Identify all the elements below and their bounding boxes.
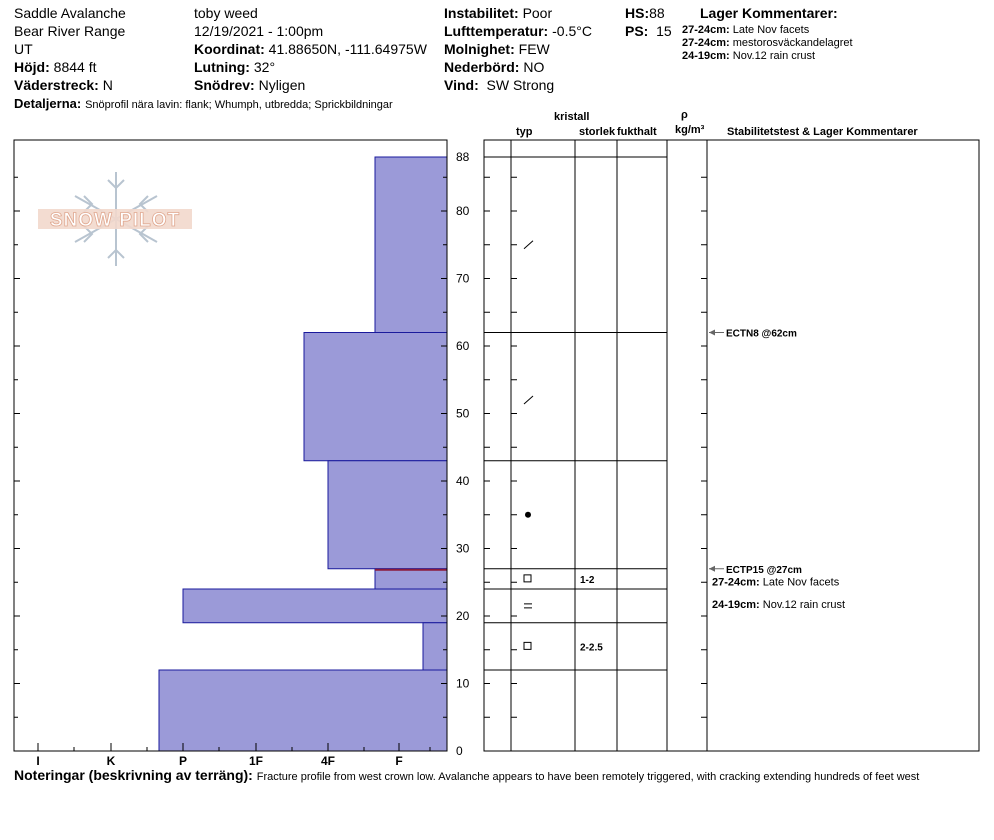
hardness-bar-7 <box>159 670 447 751</box>
y-tick-label: 20 <box>456 609 470 623</box>
slope-value: 32° <box>253 59 276 75</box>
stability-comment <box>712 577 840 589</box>
aspect-value: N <box>102 77 113 93</box>
layer-comments-title: Lager Kommentarer: <box>700 5 838 21</box>
precip-value: NO <box>523 59 545 75</box>
grain-symbol <box>525 512 531 518</box>
hs-value: 88 <box>649 5 665 21</box>
y-tick-label: 50 <box>456 406 470 421</box>
layer-comment-2-text: mestorosväckandelagret <box>732 37 853 49</box>
terrain-notes <box>14 767 919 784</box>
observer-name: toby weed <box>194 5 258 21</box>
sky-value: FEW <box>518 41 550 57</box>
grain-symbol <box>524 241 533 249</box>
hardness-bar-4 <box>375 569 447 589</box>
y-tick-label: 88 <box>456 150 470 164</box>
layer-comment-3-range: 24-19cm: <box>682 50 730 62</box>
crystal-group-header: kristall <box>554 111 590 123</box>
wind-loading-value: Nyligen <box>258 77 306 93</box>
density-symbol: ρ <box>681 109 688 121</box>
stability-comment <box>712 599 845 611</box>
grain-size-label: 2-2.5 <box>580 642 603 654</box>
grain-symbol <box>524 642 531 649</box>
location-name: Saddle Avalanche <box>14 5 126 21</box>
moisture-column-header: fukthalt <box>617 126 657 138</box>
precip-label: Nederbörd: <box>444 59 520 75</box>
stability-label: Instabilitet: <box>444 5 519 21</box>
y-tick-label: 80 <box>456 204 470 218</box>
type-column-header: typ <box>516 126 533 138</box>
notes-label: Noteringar (beskrivning av terräng): <box>14 767 253 783</box>
wind-label: Vind: <box>444 77 479 93</box>
hardness-bar-5 <box>183 589 447 623</box>
coordinates-label: Koordinat: <box>194 41 265 57</box>
coordinates-value: 41.88650N, -111.64975W <box>268 41 427 57</box>
details-label: Detaljerna: <box>14 96 82 111</box>
layer-comment-2-range: 27-24cm: <box>682 37 730 49</box>
x-tick-label: 4F <box>320 754 336 768</box>
sky-label: Molnighet: <box>444 41 515 57</box>
elevation-label: Höjd: <box>14 59 50 75</box>
stability-value: Poor <box>522 5 553 21</box>
slope-label: Lutning: <box>194 59 250 75</box>
stability-comment-text: Late Nov facets <box>762 576 840 589</box>
y-tick-label: 70 <box>456 271 470 286</box>
x-tick-label: K <box>106 754 116 768</box>
hardness-bar-1 <box>375 157 447 333</box>
ps-label: PS: <box>625 23 649 39</box>
range-name: Bear River Range <box>14 23 126 39</box>
snowpilot-logo <box>38 172 192 266</box>
notes-text: Fracture profile from west crown low. Avalanche appears to have been remotely triggered, with cracking extending hundreds of feet west <box>256 771 920 783</box>
hardness-bar-2 <box>304 333 447 461</box>
stability-column-header: Stabilitetstest & Lager Kommentarer <box>727 126 918 138</box>
observation-datetime: 12/19/2021 - 1:00pm <box>194 23 324 39</box>
stability-comment-text: Nov.12 rain crust <box>762 598 846 611</box>
profile-table-frame <box>484 140 979 751</box>
air-temp-value: -0.5°C <box>552 23 592 39</box>
logo-text: SNOW PILOT <box>49 210 181 231</box>
grain-size-label: 1-2 <box>580 574 595 586</box>
wind-loading-label: Snödrev: <box>194 77 255 93</box>
y-tick-label: 40 <box>456 474 470 488</box>
layer-comment-3-text: Nov.12 rain crust <box>732 50 816 62</box>
stability-arrow-head <box>709 566 715 572</box>
grain-symbol <box>524 396 533 404</box>
ps-value: 15 <box>656 23 672 39</box>
y-tick-label: 0 <box>456 744 463 758</box>
x-tick-label: 1F <box>248 754 264 768</box>
stability-comment-range: 27-24cm: <box>712 576 763 589</box>
state-name: UT <box>14 41 33 57</box>
hardness-bar-6 <box>423 623 447 670</box>
hs-label: HS: <box>625 5 650 21</box>
layer-comment-1-text: Late Nov facets <box>732 24 810 36</box>
size-column-header: storlek <box>579 126 616 138</box>
hardness-bar-3 <box>328 461 447 569</box>
y-tick-label: 10 <box>456 676 470 691</box>
stability-comment-range: 24-19cm: <box>712 598 763 611</box>
stability-arrow-head <box>709 330 715 336</box>
grain-symbol <box>524 575 531 582</box>
air-temp-label: Lufttemperatur: <box>444 23 549 39</box>
layer-comment-1-range: 27-24cm: <box>682 24 730 36</box>
density-unit: kg/m³ <box>675 124 705 136</box>
stability-test-label: ECTN8 @62cm <box>726 328 797 340</box>
elevation-value: 8844 ft <box>53 59 97 75</box>
y-tick-label: 30 <box>456 541 470 556</box>
details-value: Snöprofil nära lavin: flank; Whumph, utbredda; Sprickbildningar <box>85 99 393 111</box>
stability-test-label: ECTP15 @27cm <box>726 564 802 576</box>
x-tick-label: I <box>36 754 40 768</box>
x-tick-label: F <box>395 754 403 768</box>
wind-value: SW Strong <box>486 77 555 93</box>
y-tick-label: 60 <box>456 339 470 353</box>
x-tick-label: P <box>178 754 188 768</box>
aspect-label: Väderstreck: <box>14 77 99 93</box>
